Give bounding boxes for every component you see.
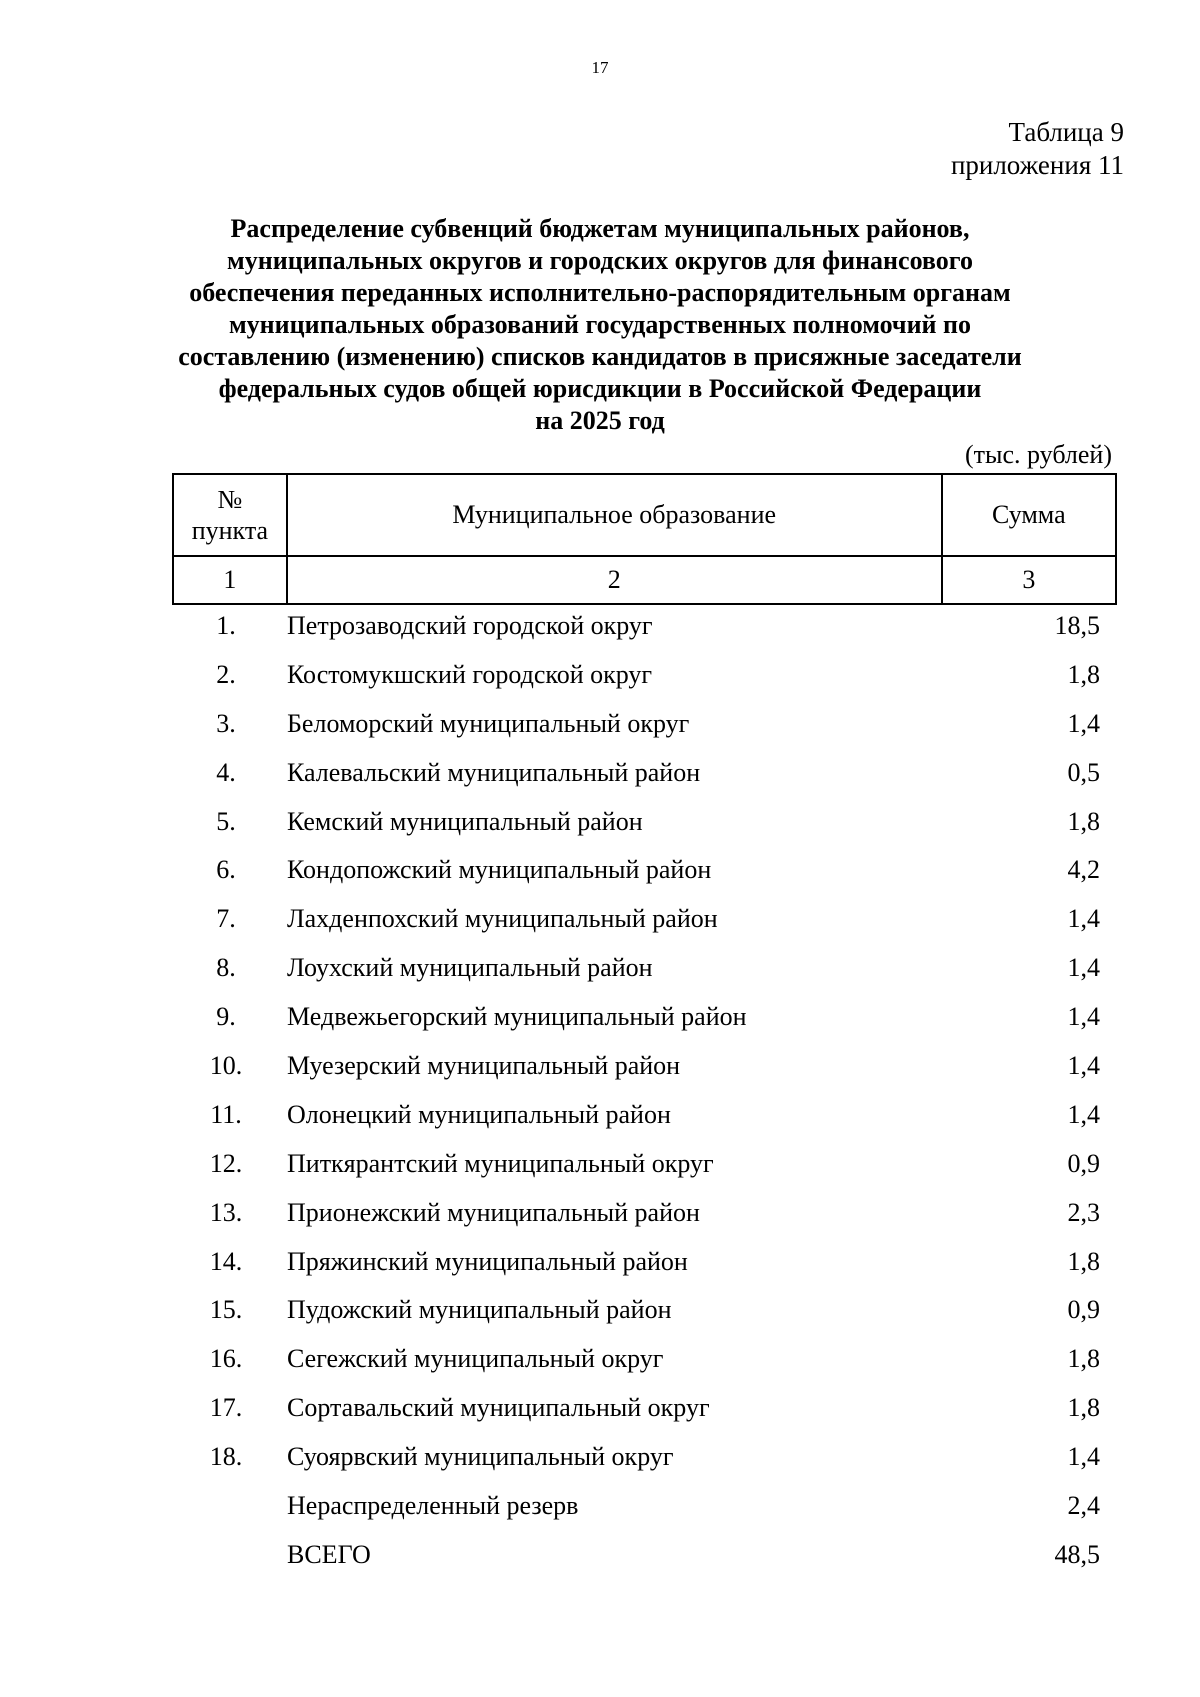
- row-sum: 1,8: [1067, 659, 1100, 689]
- row-number: 5.: [216, 806, 236, 836]
- municipality-name: Лахденпохский муниципальный район: [287, 904, 718, 934]
- total-sum: 48,5: [1054, 1539, 1100, 1569]
- row-number: 15.: [209, 1295, 243, 1325]
- column-index: 1: [173, 556, 287, 604]
- row-sum: 2,3: [1067, 1197, 1100, 1227]
- municipality-name: Сортавальский муниципальный округ: [287, 1393, 710, 1423]
- document-title: [100, 213, 1100, 437]
- row-number: 6.: [216, 855, 236, 885]
- row-number: 13.: [209, 1197, 243, 1227]
- row-number: 3.: [216, 708, 236, 738]
- reserve-sum: 2,4: [1067, 1491, 1100, 1521]
- row-number: 17.: [209, 1393, 243, 1423]
- municipality-name: Питкярантский муниципальный округ: [287, 1148, 714, 1178]
- table-row: [0, 605, 1200, 654]
- header-number-label: пункта: [191, 516, 269, 545]
- row-sum: 18,5: [1054, 611, 1100, 640]
- row-sum: 0,9: [1067, 1295, 1100, 1325]
- title-line: на 2025 год: [535, 406, 665, 435]
- table-row: [0, 1241, 1200, 1290]
- municipality-name: Беломорский муниципальный округ: [287, 708, 690, 738]
- municipality-name: Костомукшский городской округ: [287, 659, 653, 689]
- table-row: [0, 1143, 1200, 1192]
- row-sum: 1,4: [1067, 1002, 1100, 1032]
- row-sum: 1,4: [1067, 904, 1100, 934]
- header-municipality: Муниципальное образование: [287, 474, 942, 556]
- title-line: федеральных судов общей юрисдикции в Российской Федерации: [218, 374, 982, 403]
- table-row: [0, 1338, 1200, 1387]
- table-row: [0, 1289, 1200, 1338]
- row-number: 4.: [216, 757, 236, 787]
- row-number: 1.: [216, 611, 236, 640]
- table-reference-appendix: приложения 11: [950, 150, 1124, 180]
- table-row: [0, 801, 1200, 850]
- municipality-name: Лоухский муниципальный район: [287, 953, 653, 983]
- table-row: [0, 996, 1200, 1045]
- row-sum: 1,8: [1067, 1344, 1100, 1374]
- row-number: 11.: [210, 1099, 242, 1129]
- table-row: [0, 703, 1200, 752]
- table-row: [0, 898, 1200, 947]
- municipality-name: Муезерский муниципальный район: [287, 1051, 681, 1081]
- table-row: [0, 849, 1200, 898]
- table-row: [0, 1094, 1200, 1143]
- title-line: муниципальных образований государственных полномочий по: [228, 310, 972, 339]
- total-row: [0, 1534, 1200, 1583]
- header-number: [173, 474, 287, 556]
- row-number: 14.: [209, 1246, 243, 1276]
- table-row: [0, 1387, 1200, 1436]
- table-header: [172, 473, 1117, 605]
- municipality-name: Прионежский муниципальный район: [287, 1197, 700, 1227]
- table-row: [0, 1436, 1200, 1485]
- row-sum: 1,8: [1067, 806, 1100, 836]
- title-line: обеспечения переданных исполнительно-распорядительным органам: [189, 278, 1011, 307]
- municipality-name: Кемский муниципальный район: [287, 806, 643, 836]
- municipality-name: Олонецкий муниципальный район: [287, 1099, 671, 1129]
- row-sum: 4,2: [1067, 855, 1100, 885]
- municipality-name: Суоярвский муниципальный округ: [287, 1442, 674, 1472]
- row-number: 10.: [209, 1051, 243, 1081]
- row-number: 18.: [209, 1442, 243, 1472]
- row-number: 2.: [216, 659, 236, 689]
- title-line: составлению (изменению) списков кандидатов в присяжные заседатели: [178, 342, 1022, 371]
- municipality-name: Медвежьегорский муниципальный район: [287, 1002, 747, 1032]
- table-row: [0, 1192, 1200, 1241]
- table-row: [0, 654, 1200, 703]
- units-label: (тыс. рублей): [964, 440, 1112, 469]
- table-row: [0, 752, 1200, 801]
- row-sum: 0,9: [1067, 1148, 1100, 1178]
- municipality-name: Кондопожский муниципальный район: [287, 855, 712, 885]
- table-reference-number: Таблица 9: [1008, 117, 1124, 147]
- row-number: 12.: [209, 1148, 243, 1178]
- total-label: ВСЕГО: [287, 1539, 371, 1569]
- reserve-label: Нераспределенный резерв: [287, 1491, 579, 1521]
- row-sum: 1,4: [1067, 1099, 1100, 1129]
- column-index: 3: [942, 556, 1116, 604]
- row-sum: 0,5: [1067, 757, 1100, 787]
- row-sum: 1,4: [1067, 1442, 1100, 1472]
- header-sum: Сумма: [942, 474, 1116, 556]
- reserve-row: [0, 1485, 1200, 1534]
- row-sum: 1,4: [1067, 1051, 1100, 1081]
- column-index-row: [173, 556, 1116, 604]
- row-number: 16.: [209, 1344, 243, 1374]
- row-number: 8.: [216, 953, 236, 983]
- header-number-symbol: №: [217, 485, 243, 514]
- row-sum: 1,8: [1067, 1246, 1100, 1276]
- municipality-name: Пудожский муниципальный район: [287, 1295, 672, 1325]
- row-sum: 1,8: [1067, 1393, 1100, 1423]
- municipality-name: Калевальский муниципальный район: [287, 757, 701, 787]
- table-row: [0, 947, 1200, 996]
- header-row: [173, 474, 1116, 556]
- row-sum: 1,4: [1067, 953, 1100, 983]
- row-sum: 1,4: [1067, 708, 1100, 738]
- title-line: муниципальных округов и городских округов для финансового: [227, 246, 973, 275]
- municipality-name: Пряжинский муниципальный район: [287, 1246, 688, 1276]
- row-number: 9.: [216, 1002, 236, 1032]
- page-number: 17: [591, 58, 609, 77]
- column-index: 2: [287, 556, 942, 604]
- municipality-name: Петрозаводский городской округ: [287, 611, 653, 640]
- municipality-name: Сегежский муниципальный округ: [287, 1344, 664, 1374]
- title-line: Распределение субвенций бюджетам муниципальных районов,: [230, 214, 970, 243]
- table-body: [0, 605, 1200, 1583]
- table-row: [0, 1045, 1200, 1094]
- row-number: 7.: [216, 904, 236, 934]
